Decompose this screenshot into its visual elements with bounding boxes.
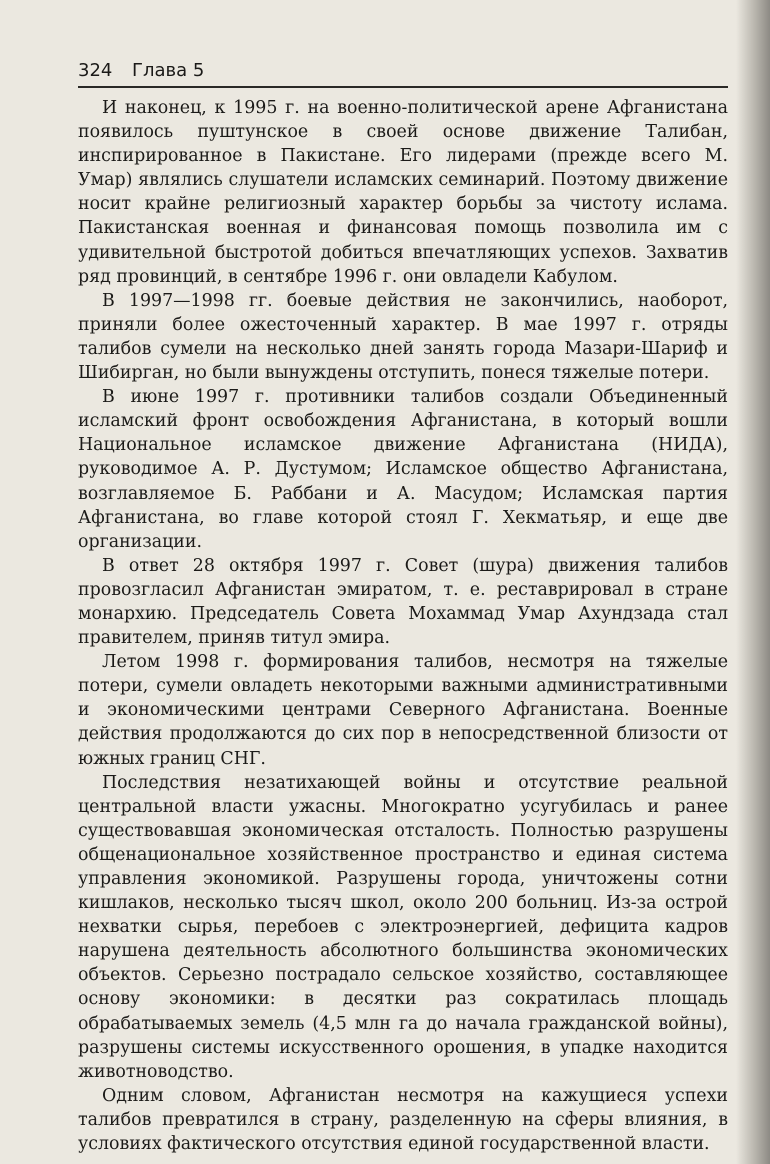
paragraph-1: И наконец, к 1995 г. на военно-политической арене Афганистана появилось пуштунское в своей основе движение Талибан, инспирированное в Пакистане. Его лидерами (прежде всего М. Умар) являлись слушатели исламских семинарий. Поэтому движение носит крайне религиозный характер борьбы за чистоту ислама. Пакистанская военная и финансовая помощь позволила им с удивительной быстротой добиться впечатляющих успехов. Захватив ряд провинций, в сентябре 1996 г. они овладели Кабулом. bbox=[78, 98, 728, 287]
paragraph-4: В ответ 28 октября 1997 г. Совет (шура) движения талибов провозгласил Афганистан эмиратом, т. е. реставрировал в стране монархию. Председатель Совета Мохаммад Умар Ахундзада стал правителем, приняв титул эмира. bbox=[78, 555, 728, 649]
paragraph-2: В 1997—1998 гг. боевые действия не закончились, наоборот, приняли более ожесточенный характер. В мае 1997 г. отряды талибов сумели на несколько дней занять города Мазари-Шариф и Шибирган, но были вынуждены отступить, понеся тяжелые потери. bbox=[78, 290, 728, 384]
paragraph-7: Одним словом, Афганистан несмотря на кажущиеся успехи талибов превратился в страну, разделенную на сферы влияния, в условиях фактического отсутствия единой государственной власти. bbox=[78, 1085, 728, 1155]
header-rule bbox=[78, 86, 728, 88]
page-number: 324 bbox=[78, 60, 113, 81]
page-edge-shadow bbox=[736, 0, 770, 1164]
body-text bbox=[78, 96, 728, 1156]
paragraph-6: Последствия незатихающей войны и отсутствие реальной центральной власти ужасны. Многократно усугубилась и ранее существовавшая экономическая отсталость. Полностью разрушены общенациональное хозяйственное пространство и единая система управления экономикой. Разрушены города, уничтожены сотни кишлаков, несколько тысяч школ, около 200 больниц. Из-за острой нехватки сырья, перебоев с электроэнергией, дефицита кадров нарушена деятельность абсолютного большинства экономических объектов. Серьезно пострадало сельское хозяйство, составляющее основу экономики: в десятки раз сократилась площадь обрабатываемых земель (4,5 млн га до начала гражданской войны), разрушены системы искусственного орошения, в упадке находится животноводство. bbox=[78, 772, 728, 1082]
paragraph-5: Летом 1998 г. формирования талибов, несмотря на тяжелые потери, сумели овладеть некоторыми важными административными и экономическими центрами Северного Афганистана. Военные действия продолжаются до сих пор в непосредственной близости от южных границ СНГ. bbox=[78, 652, 728, 769]
chapter-title: Глава 5 bbox=[132, 60, 205, 81]
paragraph-3: В июне 1997 г. противники талибов создали Объединенный исламский фронт освобождения Афганистана, в который вошли Национальное исламское движение Афганистана (НИДА), руководимое А. Р. Дустумом; Исламское общество Афганистана, возглавляемое Б. Раббани и А. Масудом; Исламская партия Афганистана, во главе которой стоял Г. Хекматьяр, и еще две организации. bbox=[78, 387, 728, 552]
